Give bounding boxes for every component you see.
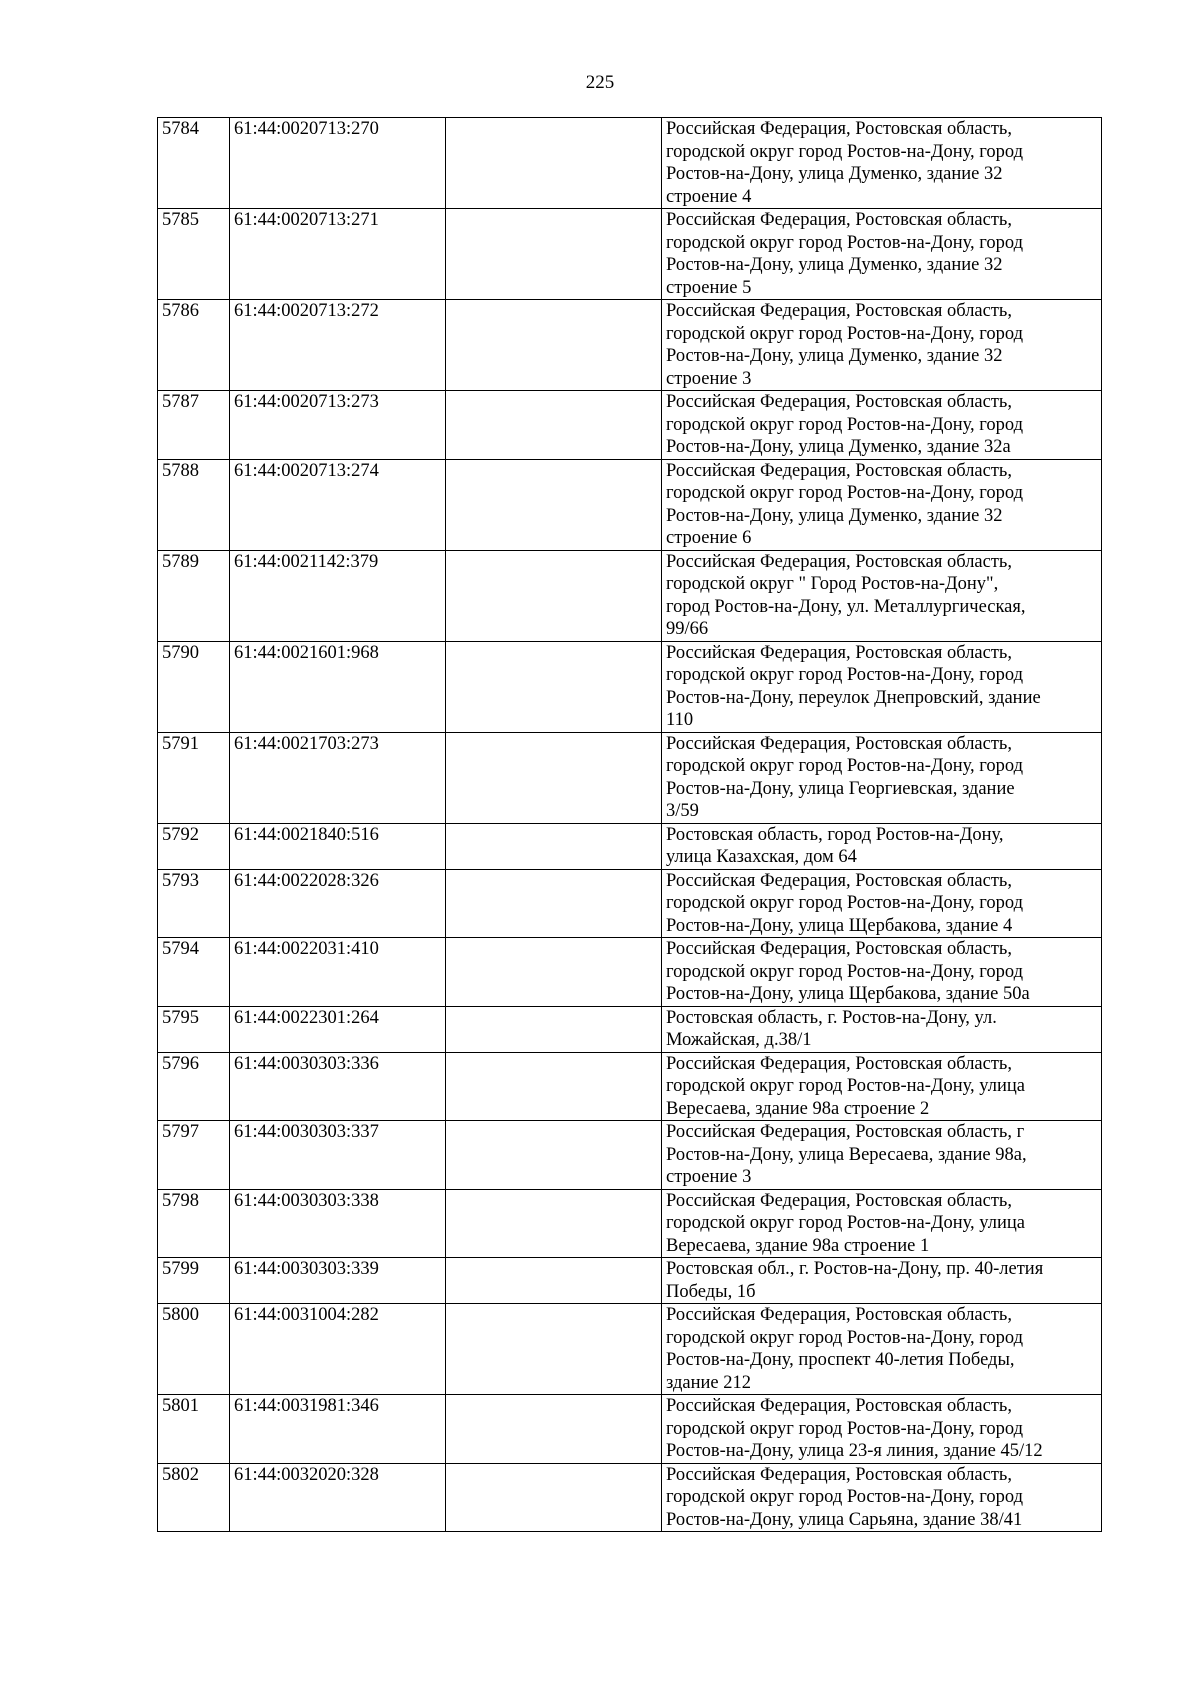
address-line: Ростов-на-Дону, улица Щербакова, здание 50а <box>666 984 1030 1004</box>
address-cell <box>662 118 1102 209</box>
address-line: Ростов-на-Дону, улица Думенко, здание 32а <box>666 437 1011 457</box>
address-line: Ростов-на-Дону, улица Сарьяна, здание 38/41 <box>666 1509 1023 1530</box>
empty-cell <box>446 300 662 391</box>
empty-cell <box>446 209 662 300</box>
address-line: строение 5 <box>666 277 752 298</box>
address-line: городской округ город Ростов-на-Дону, город <box>666 141 1024 162</box>
cadastral-number-cell: 61:44:0022028:326 <box>230 869 446 938</box>
row-number-cell: 5795 <box>158 1006 230 1052</box>
empty-cell <box>446 1189 662 1258</box>
row-number-cell: 5789 <box>158 550 230 641</box>
address-line: Российская Федерация, Ростовская область, <box>666 1053 1012 1074</box>
cadastral-number-cell: 61:44:0020713:272 <box>230 300 446 391</box>
row-number-cell: 5793 <box>158 869 230 938</box>
address-cell <box>662 550 1102 641</box>
table-row <box>158 869 1102 938</box>
cadastral-number-cell: 61:44:0021601:968 <box>230 641 446 732</box>
cadastral-number-cell: 61:44:0030303:339 <box>230 1258 446 1304</box>
address-cell <box>662 1189 1102 1258</box>
cadastral-number-cell: 61:44:0020713:270 <box>230 118 446 209</box>
row-number-cell: 5788 <box>158 459 230 550</box>
address-cell <box>662 209 1102 300</box>
address-line: Российская Федерация, Ростовская область, <box>666 210 1012 230</box>
address-line: городской округ город Ростов-на-Дону, город <box>666 961 1024 982</box>
table-row <box>158 118 1102 209</box>
address-line: городской округ город Ростов-на-Дону, улица <box>666 1213 1025 1233</box>
cadastral-number-cell: 61:44:0031981:346 <box>230 1395 446 1464</box>
row-number-cell: 5796 <box>158 1052 230 1121</box>
address-cell <box>662 1052 1102 1121</box>
address-line: 3/59 <box>666 801 699 821</box>
address-line: городской округ город Ростов-на-Дону, город <box>666 1418 1024 1439</box>
row-number-cell: 5787 <box>158 391 230 460</box>
cadastral-number-cell: 61:44:0031004:282 <box>230 1304 446 1395</box>
address-line: Ростов-на-Дону, улица Думенко, здание 32 <box>666 505 1003 526</box>
address-cell <box>662 869 1102 938</box>
address-line: Российская Федерация, Ростовская область, <box>666 642 1012 663</box>
address-line: городской округ город Ростов-на-Дону, город <box>666 232 1024 253</box>
address-line: Ростовская обл., г. Ростов-на-Дону, пр. 40-летия <box>666 1259 1044 1279</box>
table-row <box>158 938 1102 1007</box>
table-row <box>158 1463 1102 1532</box>
cadastral-number-cell: 61:44:0022301:264 <box>230 1006 446 1052</box>
address-line: Вересаева, здание 98а строение 1 <box>666 1235 930 1256</box>
table-row <box>158 1006 1102 1052</box>
address-line: Российская Федерация, Ростовская область, <box>666 392 1012 412</box>
address-cell <box>662 732 1102 823</box>
row-number-cell: 5791 <box>158 732 230 823</box>
address-line: городской округ город Ростов-на-Дону, город <box>666 665 1024 685</box>
page-number: 225 <box>585 72 615 93</box>
registry-table <box>157 117 1102 1532</box>
empty-cell <box>446 869 662 938</box>
table-row <box>158 1052 1102 1121</box>
address-line: Российская Федерация, Ростовская область, <box>666 870 1012 891</box>
row-number-cell: 5790 <box>158 641 230 732</box>
address-line: Российская Федерация, Ростовская область, <box>666 301 1012 321</box>
address-line: Ростовская область, г. Ростов-на-Дону, ул. <box>666 1007 997 1028</box>
address-line: Вересаева, здание 98а строение 2 <box>666 1098 930 1119</box>
cadastral-number-cell: 61:44:0020713:273 <box>230 391 446 460</box>
table-row <box>158 300 1102 391</box>
empty-cell <box>446 641 662 732</box>
empty-cell <box>446 732 662 823</box>
cadastral-number-cell: 61:44:0021703:273 <box>230 732 446 823</box>
address-line: Ростов-на-Дону, улица Думенко, здание 32 <box>666 164 1003 184</box>
address-line: городской округ " Город Ростов-на-Дону", <box>666 574 999 594</box>
row-number-cell: 5797 <box>158 1121 230 1190</box>
address-line: городской округ город Ростов-на-Дону, город <box>666 1487 1024 1507</box>
address-line: городской округ город Ростов-на-Дону, город <box>666 483 1024 503</box>
table-row <box>158 1121 1102 1190</box>
cadastral-number-cell: 61:44:0032020:328 <box>230 1463 446 1532</box>
empty-cell <box>446 391 662 460</box>
address-cell <box>662 1463 1102 1532</box>
address-line: городской округ город Ростов-на-Дону, город <box>666 893 1024 913</box>
address-line: город Ростов-на-Дону, ул. Металлургическая, <box>666 596 1026 617</box>
row-number-cell: 5802 <box>158 1463 230 1532</box>
table-row <box>158 823 1102 869</box>
address-line: Российская Федерация, Ростовская область, <box>666 1305 1012 1325</box>
table-row <box>158 391 1102 460</box>
row-number-cell: 5794 <box>158 938 230 1007</box>
address-line: 99/66 <box>666 619 709 639</box>
address-line: Российская Федерация, Ростовская область, <box>666 1464 1012 1485</box>
address-line: улица Казахская, дом 64 <box>666 847 857 867</box>
empty-cell <box>446 938 662 1007</box>
row-number-cell: 5801 <box>158 1395 230 1464</box>
row-number-cell: 5786 <box>158 300 230 391</box>
address-cell <box>662 300 1102 391</box>
address-line: 110 <box>666 710 694 730</box>
address-line: городской округ город Ростов-на-Дону, город <box>666 414 1024 435</box>
address-cell <box>662 1006 1102 1052</box>
empty-cell <box>446 1258 662 1304</box>
address-cell <box>662 1304 1102 1395</box>
address-line: Ростов-на-Дону, улица Думенко, здание 32 <box>666 346 1003 366</box>
empty-cell <box>446 459 662 550</box>
row-number-cell: 5784 <box>158 118 230 209</box>
row-number-cell: 5800 <box>158 1304 230 1395</box>
table-row <box>158 459 1102 550</box>
address-line: городской округ город Ростов-на-Дону, город <box>666 1327 1024 1348</box>
address-line: Ростов-на-Дону, улица Георгиевская, здание <box>666 778 1015 799</box>
address-line: здание 212 <box>666 1372 751 1393</box>
empty-cell <box>446 1052 662 1121</box>
address-line: Ростов-на-Дону, улица 23-я линия, здание 45/12 <box>666 1441 1043 1461</box>
table-row <box>158 1189 1102 1258</box>
address-line: городской округ город Ростов-на-Дону, город <box>666 323 1024 344</box>
table-row <box>158 1258 1102 1304</box>
empty-cell <box>446 1395 662 1464</box>
cadastral-number-cell: 61:44:0022031:410 <box>230 938 446 1007</box>
empty-cell <box>446 823 662 869</box>
table-row <box>158 1395 1102 1464</box>
cadastral-number-cell: 61:44:0030303:336 <box>230 1052 446 1121</box>
cadastral-number-cell: 61:44:0030303:338 <box>230 1189 446 1258</box>
address-line: строение 6 <box>666 528 752 548</box>
address-line: Ростов-на-Дону, улица Вересаева, здание 98а, <box>666 1144 1027 1165</box>
address-cell <box>662 391 1102 460</box>
address-line: строение 4 <box>666 186 752 207</box>
address-line: Российская Федерация, Ростовская область, <box>666 119 1012 139</box>
row-number-cell: 5798 <box>158 1189 230 1258</box>
empty-cell <box>446 1304 662 1395</box>
address-line: Ростовская область, город Ростов-на-Дону, <box>666 824 1004 845</box>
address-line: Российская Федерация, Ростовская область, <box>666 551 1012 572</box>
address-line: Российская Федерация, Ростовская область, <box>666 1396 1012 1416</box>
address-cell <box>662 938 1102 1007</box>
empty-cell <box>446 550 662 641</box>
address-cell <box>662 1395 1102 1464</box>
address-line: городской округ город Ростов-на-Дону, улица <box>666 1076 1025 1096</box>
table-row <box>158 1304 1102 1395</box>
address-line: Можайская, д.38/1 <box>666 1030 812 1050</box>
address-line: Российская Федерация, Ростовская область, <box>666 733 1012 754</box>
cadastral-number-cell: 61:44:0030303:337 <box>230 1121 446 1190</box>
empty-cell <box>446 1121 662 1190</box>
table-row <box>158 732 1102 823</box>
cadastral-number-cell: 61:44:0020713:274 <box>230 459 446 550</box>
cadastral-number-cell: 61:44:0020713:271 <box>230 209 446 300</box>
address-line: строение 3 <box>666 368 752 389</box>
address-cell <box>662 641 1102 732</box>
address-line: Ростов-на-Дону, переулок Днепровский, здание <box>666 687 1041 708</box>
address-cell <box>662 1258 1102 1304</box>
cadastral-number-cell: 61:44:0021142:379 <box>230 550 446 641</box>
address-line: Российская Федерация, Ростовская область, <box>666 939 1012 959</box>
table-row <box>158 641 1102 732</box>
address-line: городской округ город Ростов-на-Дону, город <box>666 756 1024 776</box>
cadastral-number-cell: 61:44:0021840:516 <box>230 823 446 869</box>
address-line: строение 3 <box>666 1167 752 1187</box>
table-row <box>158 550 1102 641</box>
address-line: Ростов-на-Дону, улица Думенко, здание 32 <box>666 255 1003 275</box>
address-cell <box>662 459 1102 550</box>
address-line: Победы, 1б <box>666 1281 756 1302</box>
empty-cell <box>446 1006 662 1052</box>
row-number-cell: 5785 <box>158 209 230 300</box>
address-cell <box>662 1121 1102 1190</box>
address-cell <box>662 823 1102 869</box>
empty-cell <box>446 1463 662 1532</box>
empty-cell <box>446 118 662 209</box>
address-line: Ростов-на-Дону, улица Щербакова, здание 4 <box>666 915 1013 936</box>
address-line: Российская Федерация, Ростовская область, <box>666 460 1012 481</box>
address-line: Российская Федерация, Ростовская область, <box>666 1190 1012 1211</box>
address-line: Ростов-на-Дону, проспект 40-летия Победы, <box>666 1350 1015 1370</box>
registry-table-body <box>158 118 1102 1532</box>
table-row <box>158 209 1102 300</box>
row-number-cell: 5792 <box>158 823 230 869</box>
row-number-cell: 5799 <box>158 1258 230 1304</box>
address-line: Российская Федерация, Ростовская область, г <box>666 1122 1025 1142</box>
